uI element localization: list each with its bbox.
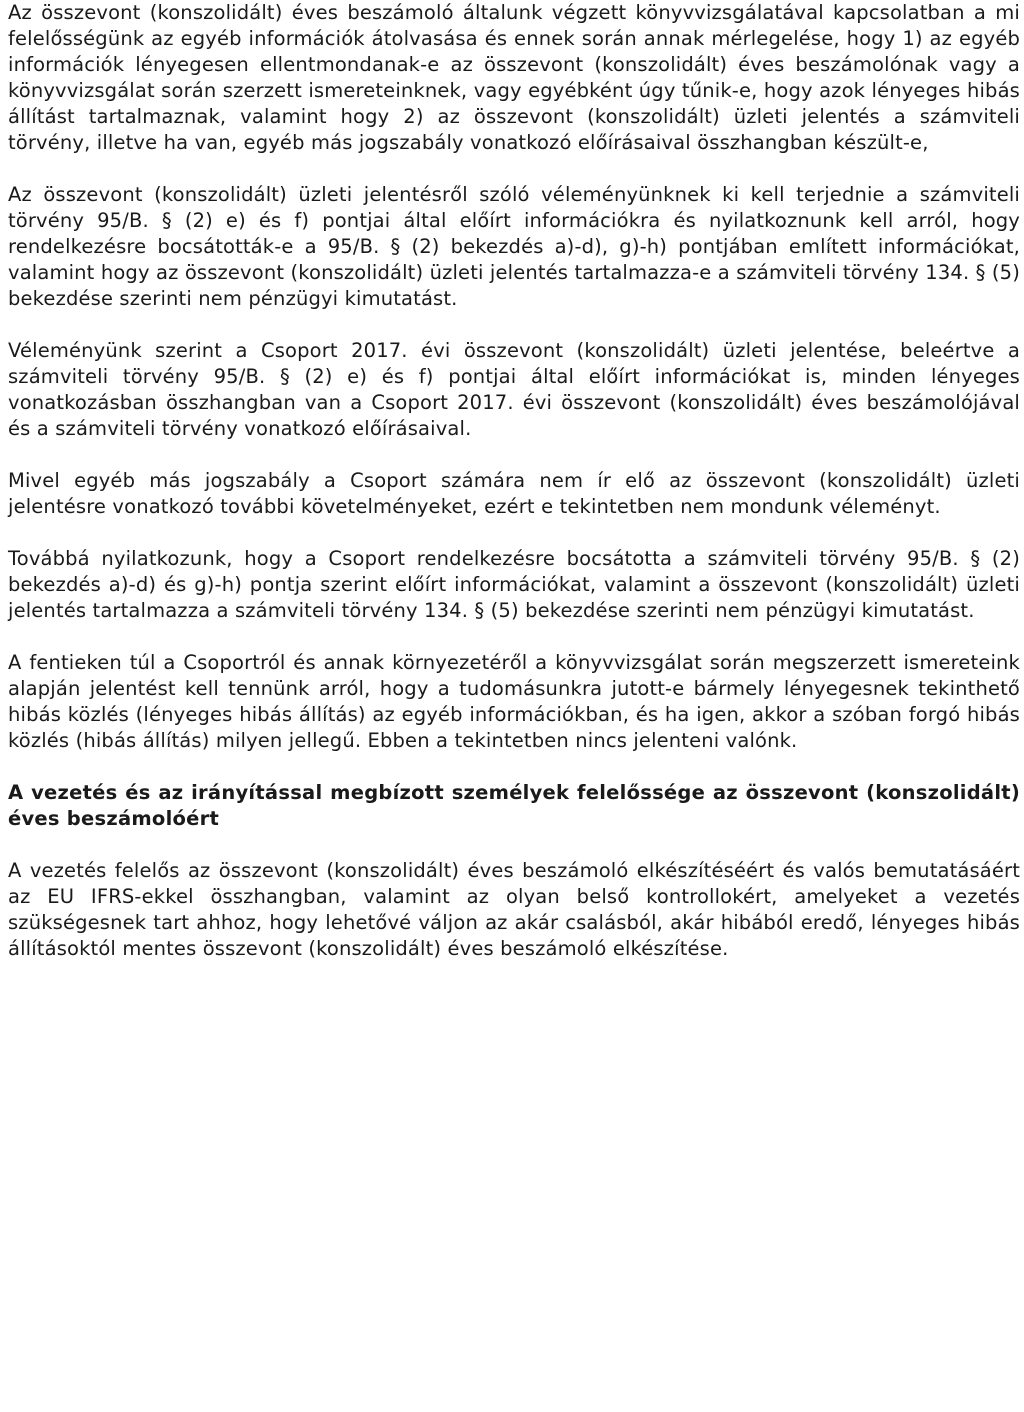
paragraph-spacer xyxy=(8,442,1020,468)
paragraph-misstatement-report: A fentieken túl a Csoportról és annak környezetéről a könyvvizsgálat során megszerzett ismereteink alapján jelentést kell tennünk arról, hogy a tudomásunkra jutott-e bármely lényegesnek tekinthető hibás közlés (lényeges hibás állítás) az egyéb információkban, és ha igen, akkor a szóban forgó hibás közlés (hibás állítás) milyen jellegű. Ebben a tekintetben nincs jelenteni valónk. xyxy=(8,651,1020,752)
paragraph-spacer xyxy=(8,156,1020,182)
paragraph-spacer xyxy=(8,624,1020,650)
paragraph-no-further-requirements: Mivel egyéb más jogszabály a Csoport számára nem ír elő az összevont (konszolidált) üzleti jelentésre vonatkozó további követelményeket, ezért e tekintetben nem mondunk véleményt. xyxy=(8,469,1020,518)
section-heading: A vezetés és az irányítással megbízott személyek felelőssége az összevont (konszolidált) éves beszámolóért xyxy=(8,781,1020,830)
paragraph-other-information-responsibility: Az összevont (konszolidált) éves beszámoló általunk végzett könyvvizsgálatával kapcsolatban a mi felelősségünk az egyéb információk átolvasása és ennek során annak mérlegelése, hogy 1) az egyéb információk lényegesen ellentmondanak-e az összevont (konszolidált) éves beszámolónak vagy a könyvvizsgálat során szerzett ismereteinknek, vagy egyébként úgy tűnik-e, hogy azok lényeges hibás állítást tartalmaznak, valamint hogy 2) az összevont (konszolidált) üzleti jelentés a számviteli törvény, illetve ha van, egyéb más jogszabály vonatkozó előírásaival összhangban készült-e, xyxy=(8,1,1020,154)
paragraph-declaration: Továbbá nyilatkozunk, hogy a Csoport rendelkezésre bocsátotta a számviteli törvény 95/B. § (2) bekezdés a)-d) és g)-h) pontja szerint előírt információkat, valamint a összevont (konszolidált) üzleti jelentés tartalmazza a számviteli törvény 134. § (5) bekezdése szerinti nem pénzügyi kimutatást. xyxy=(8,547,1020,622)
paragraph-opinion: Véleményünk szerint a Csoport 2017. évi összevont (konszolidált) üzleti jelentése, beleértve a számviteli törvény 95/B. § (2) e) és f) pontjai által előírt információkat is, minden lényeges vonatkozásban összhangban van a Csoport 2017. évi összevont (konszolidált) éves beszámolójával és a számviteli törvény vonatkozó előírásaival. xyxy=(8,339,1020,440)
document-page xyxy=(8,0,1020,962)
paragraph-business-report-opinion-scope: Az összevont (konszolidált) üzleti jelentésről szóló véleményünknek ki kell terjednie a számviteli törvény 95/B. § (2) e) és f) pontjai által előírt információkra és nyilatkoznunk kell arról, hogy rendelkezésre bocsátották-e a 95/B. § (2) bekezdés a)-d), g)-h) pontjában említett információkat, valamint hogy az összevont (konszolidált) üzleti jelentés tartalmazza-e a számviteli törvény 134. § (5) bekezdése szerinti nem pénzügyi kimutatást. xyxy=(8,183,1020,310)
paragraph-spacer xyxy=(8,312,1020,338)
paragraph-spacer xyxy=(8,754,1020,780)
paragraph-spacer xyxy=(8,520,1020,546)
paragraph-spacer xyxy=(8,832,1020,858)
paragraph-management-responsibility: A vezetés felelős az összevont (konszolidált) éves beszámoló elkészítéséért és valós bemutatásáért az EU IFRS-ekkel összhangban, valamint az olyan belső kontrollokért, amelyeket a vezetés szükségesnek tart ahhoz, hogy lehetővé váljon az akár csalásból, akár hibából eredő, lényeges hibás állításoktól mentes összevont (konszolidált) éves beszámoló elkészítése. xyxy=(8,859,1020,960)
